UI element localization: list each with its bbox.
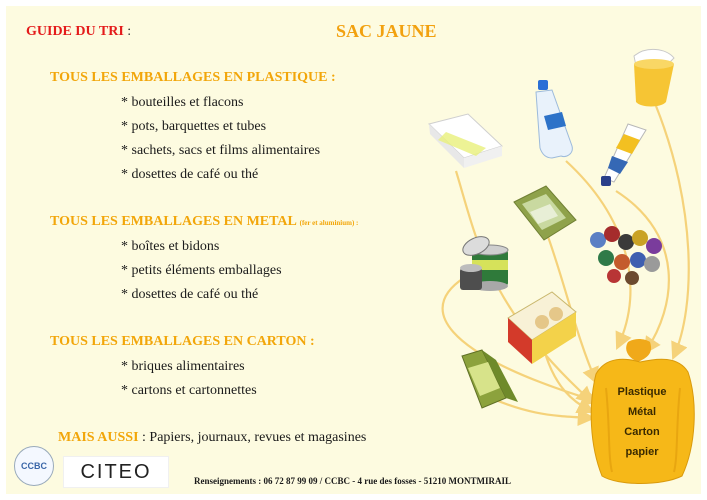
list-item: * bouteilles et flacons bbox=[121, 95, 244, 110]
list-item: * petits éléments emballages bbox=[121, 263, 282, 278]
bag-line-metal: Métal bbox=[627, 406, 657, 418]
bag-label bbox=[596, 382, 688, 462]
plastic-tray-icon bbox=[429, 114, 502, 168]
drink-carton-icon bbox=[462, 350, 518, 408]
bag-line-papier: papier bbox=[625, 446, 659, 458]
sorting-guide-page bbox=[6, 6, 701, 494]
list-item: * pots, barquettes et tubes bbox=[121, 119, 267, 134]
bag-title: SAC JAUNE bbox=[336, 21, 437, 41]
water-bottle-icon bbox=[536, 80, 572, 158]
list-item: * dosettes de café ou thé bbox=[121, 167, 259, 182]
coffee-capsules-icon bbox=[590, 226, 662, 285]
list-item: * sachets, sacs et films alimentaires bbox=[121, 143, 321, 158]
ccbc-logo: CCBC bbox=[14, 446, 54, 486]
list-item: * boîtes et bidons bbox=[121, 239, 220, 254]
arrow-tube bbox=[616, 191, 669, 351]
metal-cans-icon bbox=[460, 233, 508, 291]
yogurt-cup-icon bbox=[634, 49, 674, 106]
citeo-logo: CITEO bbox=[63, 456, 169, 488]
guide-title: GUIDE DU TRI : bbox=[26, 24, 132, 39]
also-accepted-line: MAIS AUSSI : Papiers, journaux, revues et magasines bbox=[58, 430, 367, 445]
list-item: * cartons et cartonnettes bbox=[121, 383, 257, 398]
bag-line-carton: Carton bbox=[624, 426, 660, 438]
cracker-box-icon bbox=[508, 292, 576, 364]
section-title-plastic: TOUS LES EMBALLAGES EN PLASTIQUE : bbox=[50, 70, 336, 85]
bag-line-plastique: Plastique bbox=[617, 386, 667, 398]
list-item: * dosettes de café ou thé bbox=[121, 287, 259, 302]
section-title-carton: TOUS LES EMBALLAGES EN CARTON : bbox=[50, 334, 315, 349]
arrow-cup bbox=[656, 106, 689, 356]
tube-icon bbox=[601, 124, 646, 186]
section-note-metal: (fer et aluminium) : bbox=[299, 219, 359, 227]
list-item: * briques alimentaires bbox=[121, 359, 245, 374]
footer-contact: Renseignements : 06 72 87 99 09 / CCBC - 4 rue des fosses - 51210 MONTMIRAIL bbox=[194, 476, 511, 486]
sachet-icon bbox=[514, 186, 576, 240]
section-title-metal: TOUS LES EMBALLAGES EN METAL (fer et aluminium) : bbox=[50, 214, 359, 229]
